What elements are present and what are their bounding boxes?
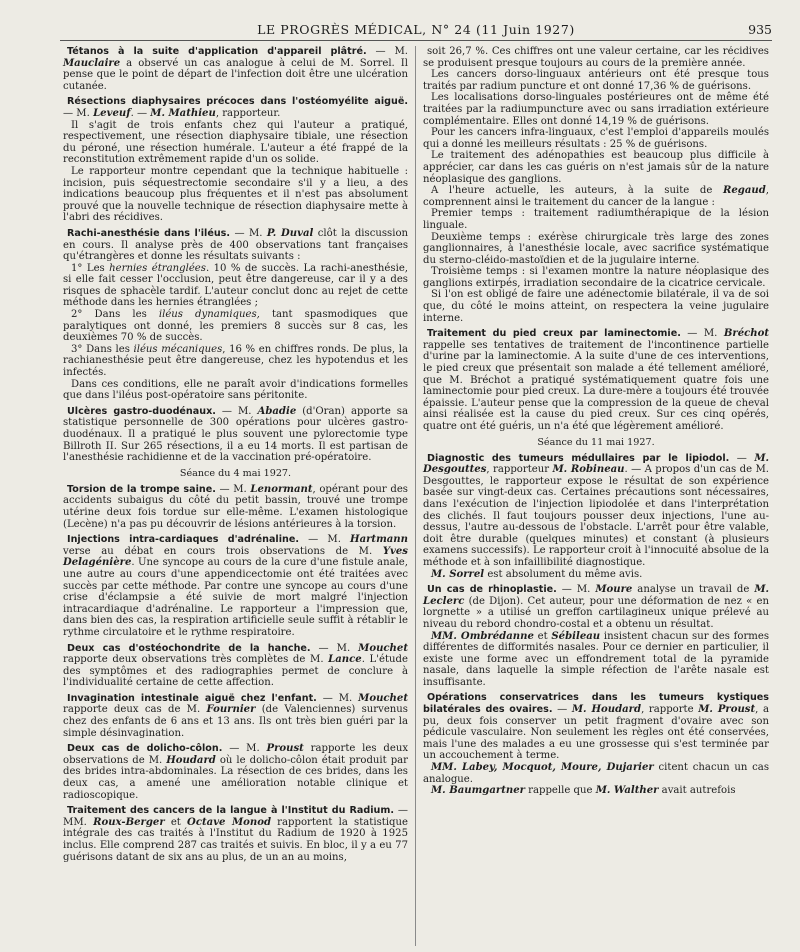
paragraph: Le rapporteur montre cependant que la technique habituelle : incision, puis séquestrectomie secondaire s'il y a lieu, a des indications beaucoup plus fréquentes et il n'est pas absolument prouvé que la nouvelle technique de résection diaphysaire mette à l'abri des récidives. bbox=[63, 165, 408, 224]
author-name: Abadie bbox=[257, 405, 297, 417]
author-name: M. Proust bbox=[698, 704, 756, 716]
author-name: Leveuf bbox=[93, 107, 131, 119]
author-name: Octave Monod bbox=[187, 816, 271, 828]
entry-dolicho-colon: Deux cas de dolicho-côlon. — M. Proust rapporte les deux observations de M. Houdard où le dolicho-côlon était produit par des brides intra-abdominales. La résection de ces brides, dans les deux cas, a amené une amélioration notable clinique et radioscopique. bbox=[63, 743, 409, 801]
author-name: M. Walther bbox=[595, 785, 659, 797]
entry-injections: Injections intra-cardiaques d'adrénaline. — M. Hartmann verse au débat en cours trois observations de M. Yves Delagénière. Une syncope au cours de la cure d'une fistule anale, une autre au cours d'une appendicectomie ont été traitées avec succès par cette méthode. Par contre une syncope au cours d'une crise d'éclampsie a été suivie de mort malgré l'injection intracardiaque d'adrénaline. Le rapporteur a l'impression que, dans bien des cas, la respiration artificielle seule suffit à rétablir le rythme circulatoire et le rythme respiratoire. bbox=[63, 534, 408, 638]
entry-title: Torsion de la trompe saine. bbox=[67, 483, 216, 495]
entry-lipiodol: Diagnostic des tumeurs médullaires par le lipiodol. — M. Desgouttes, rapporteur M. Robineau. — A propos d'un cas de M. Desgouttes, le rapporteur expose le résultat de son expérience basée sur vingt-deux cas. Certaines précautions sont nécessaires, dans l'exécution de l'injection lipiodolée et dans l'interprétation des clichés. Il faut toujours pousser deux injections, l'une au-dessus, l'autre au-dessous de l'obstacle. L'arrêt pour être valable, doit être durable (quelques minutes) et constant (à plusieurs examens successifs). Le rapporteur croit à l'innocuité absolue de la méthode et à son infaillibilité diagnostique. M. Sorrel est absolument du même avis. bbox=[423, 452, 770, 580]
author-name: M. Mathieu bbox=[150, 107, 216, 119]
session-heading: Séance du 4 mai 1927. bbox=[179, 467, 292, 479]
entry-pied-creux: Traitement du pied creux par laminectomie. — M. Bréchot rappelle ses tentatives de traitement de l'incontinence partielle d'urine par la laminectomie. A la suite d'une de ces interventions, le pied creux que présentait son malade a été tellement amélioré, que M. Bréchot a pratiqué systématiquement quatre fois une laminectomie pour pied creux. La dure-mère a toujours été trouvée épaissie. L'auteur pense que la compression de la queue de cheval ainsi réalisée est la cause du pied creux. Sur ces cinq opérés, quatre ont été guéris, un n'a été que légèrement amélioré. bbox=[423, 328, 769, 432]
author-name: Houdard bbox=[166, 754, 216, 766]
paragraph: A l'heure actuelle, les auteurs, à la suite de Regaud, comprennent ainsi le traitement du cancer de la langue : bbox=[423, 185, 769, 208]
entry-invagination: Invagination intestinale aiguë chez l'enfant. — M. Mouchet rapporte deux cas de M. Fournier (de Valenciennes) survenus chez des enfants de 6 ans et 13 ans. Ils ont très bien guéri par la simple désinvagination. bbox=[63, 692, 408, 739]
paragraph: MM. Labey, Mocquot, Moure, Dujarier citent chacun un cas analogue. bbox=[423, 762, 769, 785]
paragraph: Le traitement des adénopathies est beaucoup plus difficile à apprécier, car dans les cas guéris on n'est jamais sûr de la nature néoplasique des ganglions. bbox=[423, 150, 769, 185]
paragraph: soit 26,7 %. Ces chiffres ont une valeur certaine, car les récidives se produisent presque toujours au cours de la première année. bbox=[423, 46, 769, 69]
session-heading: Séance du 11 mai 1927. bbox=[537, 436, 655, 448]
paragraph: Troisième temps : si l'examen montre la nature néoplasique des ganglions extirpés, irradiation secondaire de la cicatrice cervicale. bbox=[423, 266, 769, 289]
paragraph: Dans ces conditions, elle ne paraît avoir d'indications formelles que dans l'iléus post-opératoire sans péritonite. bbox=[63, 378, 408, 402]
paragraph: Si l'on est obligé de faire une adénectomie bilatérale, il va de soi que, du côté le moins atteint, on respectera la veine jugulaire interne. bbox=[423, 289, 769, 324]
entry-ulceres: Ulcères gastro-duodénaux. — M. Abadie (d'Oran) apporte sa statistique personnelle de 300 opérations pour ulcères gastro-duodénaux. Il a pratiqué le plus souvent une pylorectomie type Billroth II. Sur 265 résections, il a eu 14 morts. Il est partisan de l'anesthésie rachidienne et de la vaccination pré-opératoire. bbox=[63, 405, 408, 464]
author-name: M. Leclerc bbox=[423, 584, 769, 607]
author-name: Moure bbox=[595, 584, 633, 596]
paragraph: Premier temps : traitement radiumthérapique de la lésion linguale. bbox=[423, 208, 769, 231]
entry-title: Traitement des cancers de la langue à l'Institut du Radium. bbox=[67, 805, 394, 817]
entry-osteochondrite: Deux cas d'ostéochondrite de la hanche. — M. Mouchet rapporte deux observations très complètes de M. Lance. L'étude des symptômes et des radiographies permet de conclure à l'individualité certaine de cette affection. bbox=[63, 642, 408, 689]
entry-title: Un cas de rhinoplastie. bbox=[427, 584, 557, 596]
entry-title: Injections intra-cardiaques d'adrénaline. bbox=[67, 534, 299, 546]
paragraph: Les localisations dorso-linguales postérieures ont de même été traitées par la radiumpuncture avec ou sans irradiation extérieure complémentaire. Elles ont donné 14,19 % de guérisons. bbox=[423, 92, 769, 127]
author-name: Sébileau bbox=[551, 630, 601, 642]
author-name: Proust bbox=[266, 743, 304, 755]
entry-title: Rachi-anesthésie dans l'iléus. bbox=[67, 227, 231, 239]
entry-title: Diagnostic des tumeurs médullaires par le lipiodol. bbox=[427, 452, 730, 464]
entry-title: Traitement du pied creux par laminectomie. bbox=[427, 328, 681, 340]
entry-tetanos: Tétanos à la suite d'application d'appareil plâtré. — M. Mauclaire a observé un cas analogue à celui de M. Sorrel. Il pense que le point de départ de l'infection doit être une ulcération cutanée. bbox=[63, 46, 408, 92]
entry-resections: Résections diaphysaires précoces dans l'ostéomyélite aiguë. — M. Leveuf. — M. Mathieu, rapporteur. Il s'agit de trois enfants chez qui l'auteur a pratiqué, respectivement, une résection diaphysaire tibiale, une résection du péroné, une résection humérale. L'auteur a été frappé de la reconstitution extrêmement rapide d'un os solide. Le rapporteur montre cependant que la technique habituelle : incision, puis séquestrectomie secondaire s'il y a lieu, a des indications beaucoup plus fréquentes et il n'est pas absolument prouvé que la nouvelle technique de résection diaphysaire mette à l'abri des récidives. bbox=[63, 96, 408, 224]
entry-title: Tétanos à la suite d'application d'appareil plâtré. bbox=[67, 46, 367, 57]
entry-title: Invagination intestinale aiguë chez l'enfant. bbox=[67, 692, 317, 704]
author-name: Fournier bbox=[206, 704, 256, 716]
left-column bbox=[56, 46, 416, 946]
paragraph: 3° Dans les iléus mécaniques, 16 % en chiffres ronds. De plus, la rachianesthésie peut être dangereuse, chez les hypotendus et les infectés. bbox=[63, 343, 408, 379]
paragraph: M. Baumgartner rappelle que M. Walther avait autrefois bbox=[431, 785, 736, 797]
running-head bbox=[60, 22, 772, 41]
author-name: Mauclaire bbox=[63, 57, 121, 69]
journal-title: LE PROGRÈS MÉDICAL, N° 24 (11 Juin 1927) bbox=[257, 22, 575, 37]
paragraph: MM. Ombrédanne et Sébileau insistent chacun sur des formes différentes de difformités nasales. Pour ce dernier en particulier, il existe une forme avec un effondrement total de la pyramide nasale, dans laquelle la simple réfection de l'arête nasale est insuffisante. bbox=[423, 630, 769, 688]
author-name: MM. Ombrédanne bbox=[431, 630, 534, 642]
text-columns bbox=[56, 46, 776, 946]
paragraph: M. Sorrel est absolument du même avis. bbox=[431, 568, 643, 580]
entry-ovaires: Opérations conservatrices dans les tumeurs kystiques bilatérales des ovaires. — M. Houdard, rapporte M. Proust, a pu, deux fois conserver un petit fragment d'ovaire avec son pédicule vasculaire. Non seulement les règles ont été conservées, mais l'une des malades a eu une grossesse qui s'est terminée par un accouchement à terme. MM. Labey, Mocquot, Moure, Dujarier citent chacun un cas analogue. M. Baumgartner rappelle que M. Walther avait autrefois bbox=[423, 692, 770, 797]
paragraph: Deuxième temps : exérèse chirurgicale très large des zones ganglionnaires, à l'anesthésie locale, avec sacrifice systématique du sterno-cléido-mastoïdien et de la jugulaire interne. bbox=[423, 231, 769, 266]
author-name: Lance bbox=[328, 654, 362, 666]
author-name: MM. Labey, Mocquot, Moure, Dujarier bbox=[431, 762, 654, 774]
author-name: M. Baumgartner bbox=[431, 785, 525, 797]
author-name: Roux-Berger bbox=[93, 816, 165, 828]
author-name: M. Desgouttes bbox=[423, 452, 769, 476]
author-name: Yves Delagénière bbox=[63, 545, 408, 569]
entry-rhinoplastie: Un cas de rhinoplastie. — M. Moure analyse un travail de M. Leclerc (de Dijon). Cet auteur, pour une déformation de nez « en lorgnette » a utilisé un greffon cartilagineux unique prélevé au niveau du rebord chondro-costal et a obtenu un résultat. MM. Ombrédanne et Sébileau insistent chacun sur des formes différentes de difformités nasales. Pour ce dernier en particulier, il existe une forme avec un effondrement total de la pyramide nasale, dans laquelle la simple réfection de l'arête nasale est insuffisante. bbox=[423, 584, 769, 688]
author-name: Mouchet bbox=[358, 692, 408, 704]
paragraph: Il s'agit de trois enfants chez qui l'auteur a pratiqué, respectivement, une résection diaphysaire tibiale, une résection du péroné, une résection humérale. L'auteur a été frappé de la reconstitution extrêmement rapide d'un os solide. bbox=[63, 119, 408, 166]
entry-title: Opérations conservatrices dans les tumeurs kystiques bilatérales des ovaires. bbox=[423, 692, 769, 716]
author-name: M. Sorrel bbox=[431, 568, 485, 580]
author-name: Mouchet bbox=[358, 642, 408, 654]
paragraph: Pour les cancers infra-linguaux, c'est l'emploi d'appareils moulés qui a donné les meilleurs résultats : 25 % de guérisons. bbox=[423, 127, 769, 150]
page-number: 935 bbox=[748, 22, 772, 37]
entry-cancers-langue-continued bbox=[423, 46, 769, 324]
entry-cancers-langue: Traitement des cancers de la langue à l'Institut du Radium. — MM. Roux-Berger et Octave Monod rapportent la statistique intégrale des cas traités à l'Institut du Radium de 1920 à 1925 inclus. Elle comprend 287 cas traités et suivis. En bloc, il y a eu 77 guérisons datant de six ans au plus, de un an au moins, bbox=[63, 805, 408, 863]
entry-rachi-anesthesie: Rachi-anesthésie dans l'iléus. — M. P. Duval clôt la discussion en cours. Il analyse près de 400 observations tant françaises qu'étrangères et donne les résultats suivants : 1° Les hernies étranglées. 10 % de succès. La rachi-anesthésie, si elle fait cesser l'occlusion, peut être dangereuse, car il y a des risques de sphacèle tardif. L'auteur conclut donc au rejet de cette méthode dans les hernies étranglées ; 2° Dans les iléus dynamiques, tant spasmodiques que paralytiques ont donné, les premiers 8 succès sur 8 cas, les deuxièmes 70 % de succès. 3° Dans les iléus mécaniques, 16 % en chiffres ronds. De plus, la rachianesthésie peut être dangereuse, chez les hypotendus et les infectés. Dans ces conditions, elle ne paraît avoir d'indications formelles que dans l'iléus post-opératoire sans péritonite. bbox=[63, 227, 409, 402]
author-name: P. Duval bbox=[266, 227, 314, 239]
entry-title: Résections diaphysaires précoces dans l'ostéomyélite aiguë. bbox=[67, 96, 408, 108]
entry-title: Deux cas de dolicho-côlon. bbox=[67, 743, 223, 755]
author-name: Regaud bbox=[722, 185, 766, 197]
right-column bbox=[416, 46, 776, 946]
author-name: Lenormant bbox=[250, 483, 313, 495]
entry-title: Deux cas d'ostéochondrite de la hanche. bbox=[67, 642, 311, 654]
author-name: Bréchot bbox=[723, 328, 769, 340]
paragraph: 1° Les hernies étranglées. 10 % de succès. La rachi-anesthésie, si elle fait cesser l'occlusion, peut être dangereuse, car il y a des risques de sphacèle tardif. L'auteur conclut donc au rejet de cette méthode dans les hernies étranglées ; bbox=[63, 262, 408, 309]
author-name: Hartmann bbox=[350, 534, 408, 546]
paragraph: 2° Dans les iléus dynamiques, tant spasmodiques que paralytiques ont donné, les premiers 8 succès sur 8 cas, les deuxièmes 70 % de succès. bbox=[63, 309, 408, 344]
entry-title: Ulcères gastro-duodénaux. bbox=[67, 405, 216, 417]
author-name: M. Robineau bbox=[552, 464, 625, 476]
author-name: M. Houdard bbox=[571, 704, 642, 716]
entry-torsion: Torsion de la trompe saine. — M. Lenormant, opérant pour des accidents subaigus du côté du petit bassin, trouvé une trompe utérine deux fois tordue sur elle-même. L'examen histologique (Lecène) n'a pas pu découvrir de lésions antérieures à la torsion. bbox=[63, 483, 408, 530]
paragraph: Les cancers dorso-linguaux antérieurs ont été presque tous traités par radium puncture et ont donné 17,36 % de guérisons. bbox=[423, 69, 769, 92]
